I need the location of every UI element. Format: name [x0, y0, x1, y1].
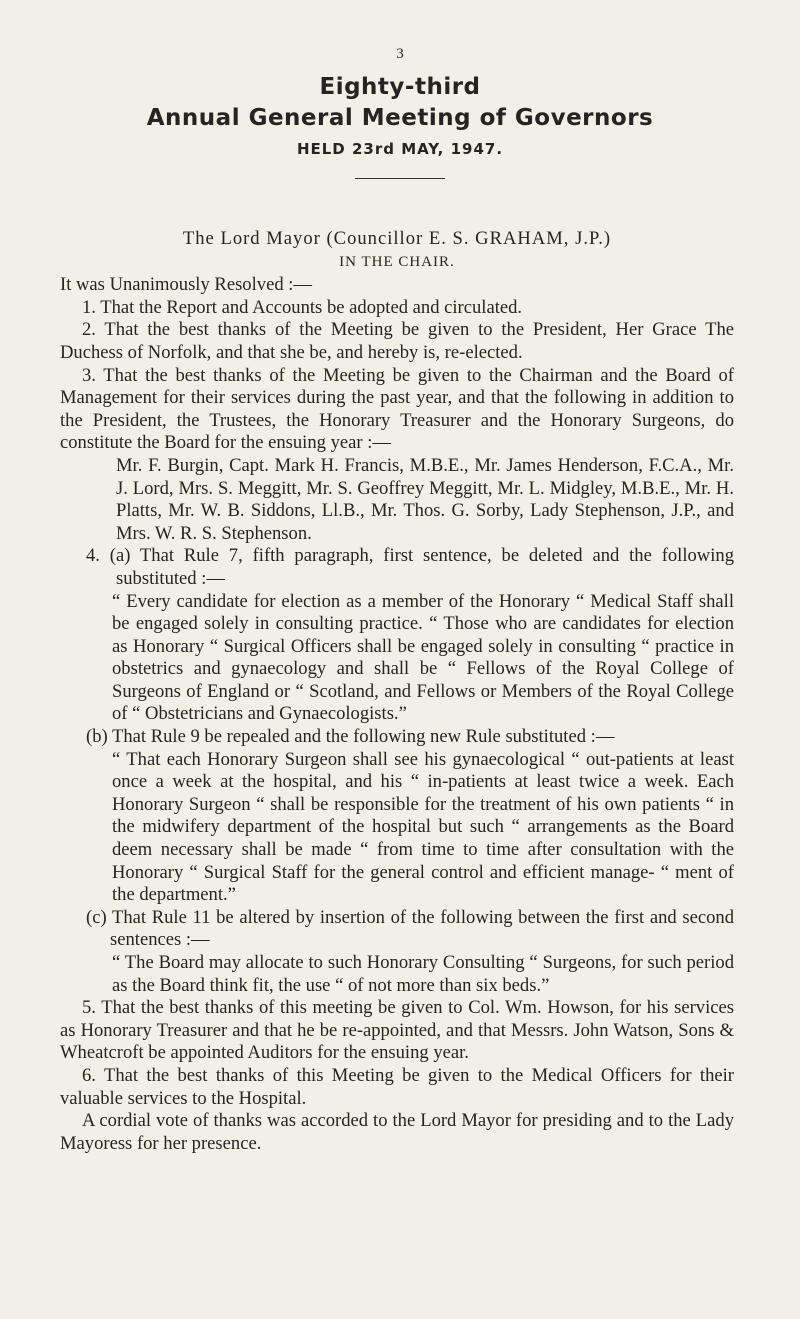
closing-paragraph: A cordial vote of thanks was accorded to the Lord Mayor for presiding and to the Lady Mayoress for her presence. [60, 1110, 734, 1154]
chair-line-2: IN THE CHAIR. [339, 253, 455, 270]
heading-line-1: Eighty-third [319, 74, 481, 100]
board-members-list: Mr. F. Burgin, Capt. Mark H. Francis, M.B.E., Mr. James Henderson, F.C.A., Mr. J. Lord, Mrs. S. Meggitt, Mr. S. Geoffrey Meggitt, Mr. L. Midgley, M.B.E., Mr. H. Platts, Mr. W. B. Siddons, Ll.B., Mr. Thos. G. Sorby, Lady Stephenson, J.P., and Mrs. W. R. S. Stephenson. [116, 454, 734, 544]
resolution-4c: (c) That Rule 11 be altered by insertion of the following between the first and second sentences :— [86, 906, 734, 951]
chair-line-1: The Lord Mayor (Councillor E. S. GRAHAM, J.P.) [182, 228, 612, 249]
document-body [60, 228, 734, 1155]
resolution-6: 6. That the best thanks of this Meeting be given to the Medical Officers for their valuable services to the Hospital. [60, 1064, 734, 1109]
chair-line [60, 228, 734, 273]
resolution-4b: (b) That Rule 9 be repealed and the following new Rule substituted :— [86, 726, 615, 748]
resolution-5: 5. That the best thanks of this meeting be given to Col. Wm. Howson, for his services as Honorary Treasurer and that he be re-appointed, and that Messrs. John Watson, Sons & Wheatcroft be appointed Auditors for the ensuing year. [60, 997, 734, 1064]
quote-4b-text: “ That each Honorary Surgeon shall see his gynaecological “ out-patients at least once a week at the hospital, and his “ in-patients at least twice a week. Each Honorary Surgeon “ shall be responsible for the treatment of his own patients “ in the midwifery department of the hospital but such “ arrangements as the Board deem necessary shall be made “ from time to time after consultation with the Honorary “ Surgical Staff for the general control and efficient manage- “ ment of the department.” [112, 748, 734, 906]
quote-4c [60, 952, 734, 997]
quote-4a [60, 591, 734, 727]
heading-line-2: Annual General Meeting of Governors [146, 105, 654, 131]
resolution-2: 2. That the best thanks of the Meeting be given to the President, Her Grace The Duchess of Norfolk, and that she be, and hereby is, re-elected. [60, 319, 734, 363]
resolution-intro: It was Unanimously Resolved :— [60, 274, 313, 296]
quote-4a-text: “ Every candidate for election as a member of the Honorary “ Medical Staff shall be engaged solely in consulting practice. “ Those who are candidates for election as Honorary “ Surgical Officers shall be engaged solely in consulting “ practice in obstetrics and gynaecology and shall be “ Fellows of the Royal College of Surgeons of England or “ Scotland, and Fellows or Members of the Royal College of “ Obstetricians and Gynaecologists.” [112, 590, 734, 725]
heading-divider [355, 178, 445, 179]
quote-4c-text: “ The Board may allocate to such Honorary Consulting “ Surgeons, for such period as the Board think fit, the use “ of not more than six beds.” [112, 952, 734, 996]
page-number: 3 [396, 46, 404, 62]
heading-line-3: HELD 23rd MAY, 1947. [296, 140, 504, 158]
resolution-3: 3. That the best thanks of the Meeting be given to the Chairman and the Board of Management for their services during the past year, and that the following in addition to the President, the Trustees, the Honorary Treasurer and the Honorary Surgeons, do constitute the Board for the ensuing year :— [60, 364, 734, 454]
resolution-4a: 4. (a) That Rule 7, fifth paragraph, first sentence, be deleted and the following substituted :— [86, 545, 734, 589]
quote-4b [60, 749, 734, 907]
page-heading [0, 72, 800, 179]
resolution-1: 1. That the Report and Accounts be adopted and circulated. [82, 296, 523, 318]
